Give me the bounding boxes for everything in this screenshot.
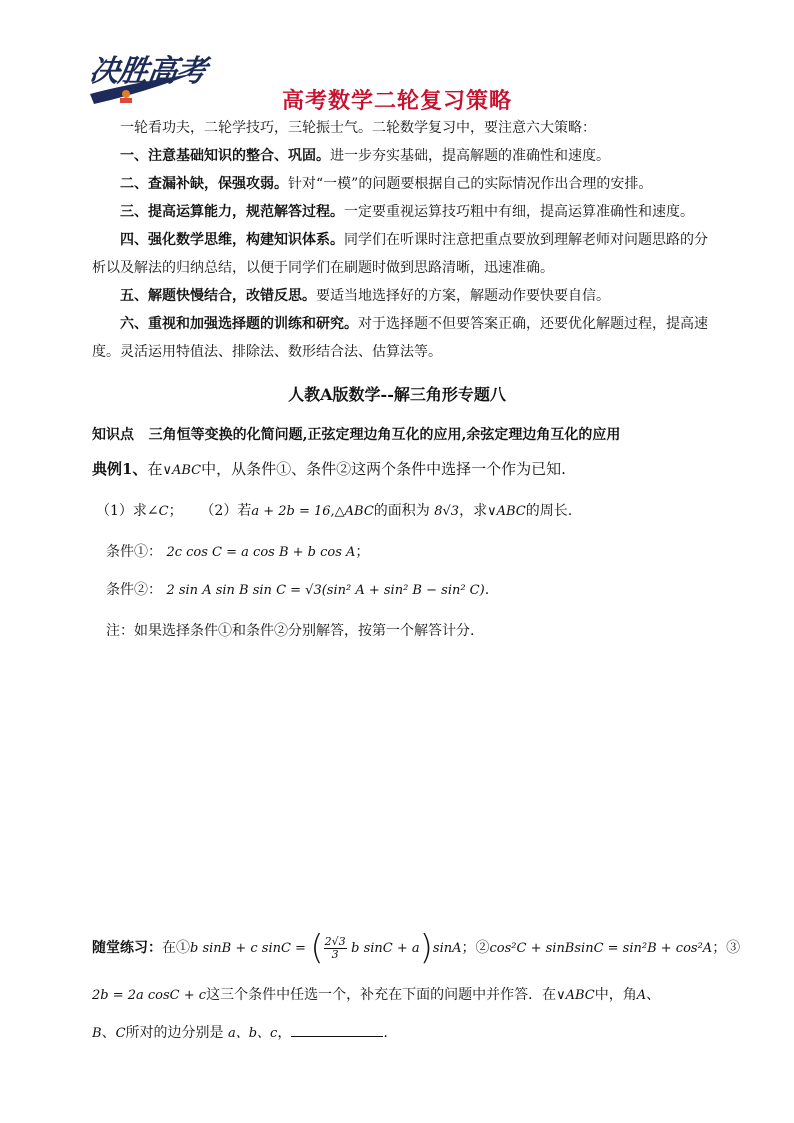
strategy-item (92, 170, 712, 198)
strategy-item (92, 198, 722, 226)
example1-note: 注：如果选择条件①和条件②分别解答，按第一个解答计分. (106, 623, 475, 639)
c2-end: ；③ (712, 940, 741, 956)
strategy-item (92, 226, 712, 282)
example1-questions (96, 500, 572, 520)
line2-comma: 、 (646, 987, 661, 1003)
c3-formula: 2b = 2a cosC + c (92, 988, 207, 1003)
practice-line-3 (92, 1022, 388, 1042)
c1-right: sinA (432, 941, 462, 956)
cond2-end: . (484, 582, 490, 598)
strategy-body: 针对“一模”的问题要根据自己的实际情况作出合理的安排。 (288, 176, 653, 192)
condition-2 (106, 579, 489, 599)
strategy-item (92, 310, 712, 366)
c2-formula: cos²C + sinBsinC = sin²B + cos²A (489, 941, 713, 956)
line2-a: A (636, 988, 647, 1003)
q2-mid2: ，求 (459, 503, 488, 519)
cond1-formula: 2c cos C = a cos B + b cos A (166, 545, 356, 560)
c1-inner: b sinC + a (351, 941, 420, 956)
line3-c: C (115, 1026, 126, 1041)
strategy-intro: 一轮看功夫，二轮学技巧，三轮振士气。二轮数学复习中，要注意六大策略： (120, 120, 596, 136)
strategy-head: 一、注意基础知识的整合、巩固。 (120, 148, 330, 164)
answer-blank[interactable] (291, 1024, 383, 1037)
knowledge-label: 知识点 (92, 427, 134, 443)
practice-pre: 在① (162, 940, 190, 956)
c1-left: b sinB + c sinC = (190, 941, 306, 956)
q2-area: 8√3 (434, 504, 460, 519)
example1-pre: 在 (147, 460, 163, 478)
strategy-head: 五、解题快慢结合，改错反思。 (120, 288, 316, 304)
strategy-body: 对于选择题不但要答案正确，还要优化解题过程，提高速度。灵活运用特值法、排除法、数形结合法、估算法等。 (92, 316, 708, 360)
c1-end: ；② (461, 940, 490, 956)
cond1-label: 条件①： (106, 544, 162, 560)
q2-end: 的周长. (525, 503, 573, 519)
frac-den: 3 (331, 947, 339, 961)
frac-num: 2√3 (324, 934, 346, 948)
line2-text: 这三个条件中任选一个，补充在下面的问题中并作答．在 (206, 987, 557, 1003)
practice-line-2 (92, 984, 660, 1004)
knowledge-point (92, 424, 620, 444)
cond2-label: 条件②： (106, 582, 162, 598)
practice-label: 随堂练习： (92, 940, 162, 956)
example1-text: 中，从条件①、条件②这两个条件中选择一个作为已知. (201, 460, 566, 478)
line2-tri: ∨ABC (556, 988, 595, 1003)
knowledge-text: 三角恒等变换的化简问题,正弦定理边角互化的应用,余弦定理边角互化的应用 (148, 427, 621, 443)
q2-text: （2）若 (200, 503, 252, 519)
strategy-item (92, 142, 712, 170)
q2-math: a + 2b = 16,△ABC (251, 504, 374, 519)
line2-end: 中，角 (594, 987, 637, 1003)
line3-vars: a、b、c (227, 1026, 278, 1041)
strategy-body: 进一步夯实基础，提高解题的准确性和速度。 (330, 148, 610, 164)
line3-end: ， (277, 1025, 292, 1041)
section-title: 人教A版数学--解三角形专题八 (288, 385, 506, 404)
example1-statement (92, 458, 566, 479)
logo-text: 决胜高考 (87, 54, 208, 89)
line3-period: . (383, 1025, 388, 1041)
c1-fraction (324, 936, 347, 961)
q2-mid: 的面积为 (373, 503, 430, 519)
strategy-head: 三、提高运算能力，规范解答过程。 (120, 204, 344, 220)
cond1-end: ； (355, 544, 370, 560)
strategy-item (92, 282, 712, 310)
q1-var: C (158, 504, 169, 519)
strategy-body: 同学们在听课时注意把重点要放到理解老师对问题思路的分析以及解法的归纳总结，以便于同学们在刷题时做到思路清晰，迅速准确。 (92, 232, 708, 276)
q2-tri: ∨ABC (487, 504, 526, 519)
strategy-head: 六、重视和加强选择题的训练和研究。 (120, 316, 358, 332)
strategy-body: 一定要重视运算技巧粗中有细，提高运算准确性和速度。 (344, 204, 694, 220)
triangle-symbol: ∨ABC (162, 463, 202, 478)
page-title: 高考数学二轮复习策略 (281, 89, 512, 114)
practice-line-1 (92, 928, 740, 968)
paren-left: ( (310, 928, 324, 968)
strategy-body: 要适当地选择好的方案，解题动作要快要自信。 (316, 288, 610, 304)
line3-b: B (92, 1026, 102, 1041)
paren-right: ) (419, 928, 433, 968)
cond2-formula: 2 sin A sin B sin C = √3(sin² A + sin² B − sin² C) (166, 583, 485, 598)
line3-text: 所对的边分别是 (125, 1025, 224, 1041)
condition-1 (106, 541, 369, 561)
q1-text: （1）求∠ (96, 503, 159, 519)
strategy-head: 四、强化数学思维，构建知识体系。 (120, 232, 344, 248)
example1-label: 典例1、 (92, 460, 148, 478)
strategy-head: 二、查漏补缺，保强攻弱。 (120, 176, 288, 192)
q1-end: ； (168, 503, 183, 519)
line3-sep: 、 (101, 1025, 116, 1041)
